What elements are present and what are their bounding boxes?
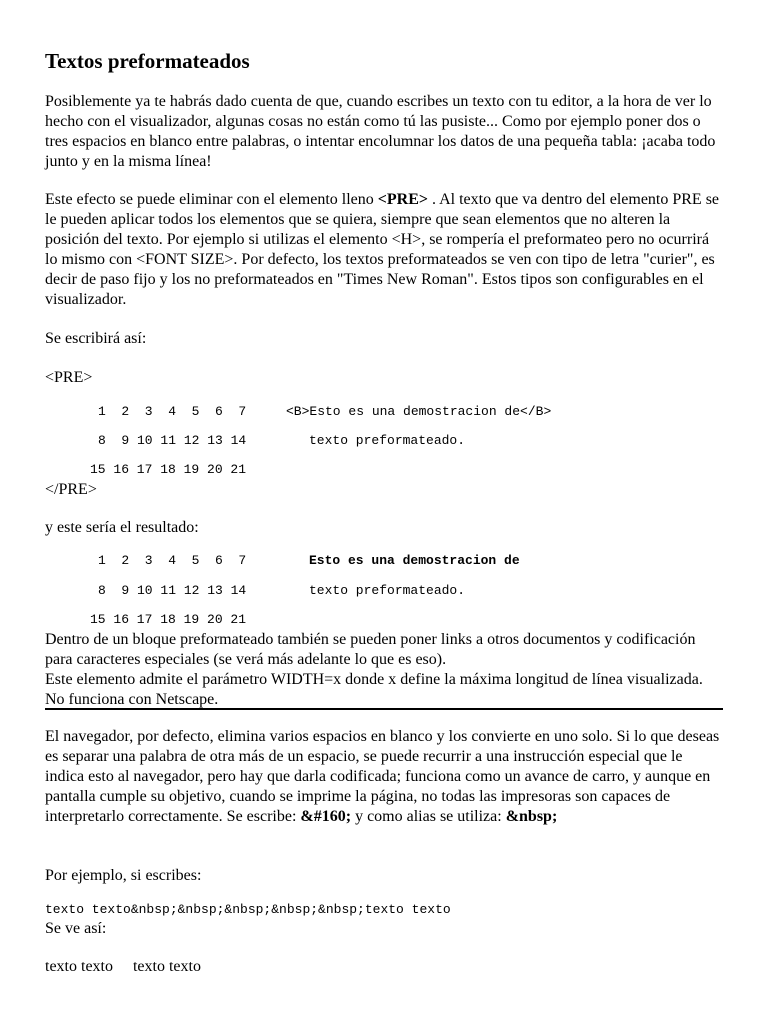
intro-paragraph: Posiblemente ya te habrás dado cuenta de que, cuando escribes un texto con tu editor, a la hora de ver lo hecho con el visualizador, algunas cosas no están como tú las pusiste... Como por ejemplo poner dos o tres espacios en blanco entre palabras, o intentar encolumnar los datos de una pequeña tabla: ¡acaba todo junto y en la misma línea!	[45, 93, 716, 170]
nbsp-text-middle: y como alias se utiliza:	[351, 808, 506, 825]
nbsp-text-start: El navegador, por defecto, elimina varios espacios en blanco y los convierte en uno solo. Si lo que deseas es separar una palabra de otra más de un espacio, se puede recurrir a una instrucción especial que le indica esto al navegador, pero hay que darla codificada; funciona como un avance de carro, y aunque en pantalla cumple su objetivo, cuando se imprime la página, no todas las impresoras son capaces de interpretarlo correctamente. Se escribe:	[45, 728, 720, 825]
result-row-2-text: texto preformateado.	[309, 583, 466, 598]
code-row-1-text: <B>Esto es una demostracion de</B>	[286, 404, 552, 419]
pre-description-paragraph	[45, 190, 723, 310]
pre-open-tag: <PRE>	[45, 369, 93, 386]
result-row-3-numbers: 15 16 17 18 19 20 21	[90, 612, 247, 627]
nbsp-code-bold: &#160;	[300, 808, 352, 825]
result-row-2-numbers: 8 9 10 11 12 13 14	[98, 583, 247, 598]
code-row-1-numbers: 1 2 3 4 5 6 7	[98, 404, 247, 419]
nbsp-explanation-paragraph	[45, 727, 723, 827]
example-code: texto texto&nbsp;&nbsp;&nbsp;&nbsp;&nbsp;texto texto	[45, 902, 451, 917]
code-row-2-numbers: 8 9 10 11 12 13 14	[98, 433, 247, 448]
pre-description-text-end: . Al texto que va dentro del elemento PRE se le pueden aplicar todos los elementos que se quiera, siempre que sean elementos que no alteren la posición del texto. Por ejemplo si utilizas el elemento <H>, se rompería el preformateo pero no ocurrirá lo mismo con <FONT SIZE>. Por defecto, los textos preformateados se ven con tipo de letra "curier", es decir de paso fijo y los no preformateados en "Times New Roman". Estos tipos son configurables en el visualizador.	[45, 191, 720, 308]
nbsp-alias-bold: &nbsp;	[505, 808, 558, 825]
pre-description-text-start: Este efecto se puede eliminar con el elemento lleno	[45, 191, 378, 208]
page-title: Textos preformateados	[45, 49, 250, 73]
written-as-label: Se escribirá así:	[45, 330, 147, 347]
pre-tag-bold: <PRE>	[377, 191, 428, 208]
example-result: texto texto texto texto	[45, 958, 201, 975]
result-row-1-numbers: 1 2 3 4 5 6 7	[98, 553, 247, 568]
pre-close-tag: </PRE>	[45, 481, 97, 498]
example-result-label: Se ve así:	[45, 920, 107, 937]
code-row-3-numbers: 15 16 17 18 19 20 21	[90, 462, 247, 477]
result-label: y este sería el resultado:	[45, 519, 199, 536]
code-row-2-text: texto preformateado.	[309, 433, 466, 448]
example-intro: Por ejemplo, si escribes:	[45, 867, 202, 884]
width-param-paragraph: Este elemento admite el parámetro WIDTH=x donde x define la máxima longitud de línea visualizada. No funciona con Netscape.	[45, 671, 703, 708]
horizontal-divider	[45, 708, 723, 710]
result-row-1-text: Esto es una demostracion de	[309, 553, 520, 568]
links-note-paragraph: Dentro de un bloque preformateado también se pueden poner links a otros documentos y codificación para caracteres especiales (se verá más adelante lo que es eso).	[45, 631, 696, 668]
